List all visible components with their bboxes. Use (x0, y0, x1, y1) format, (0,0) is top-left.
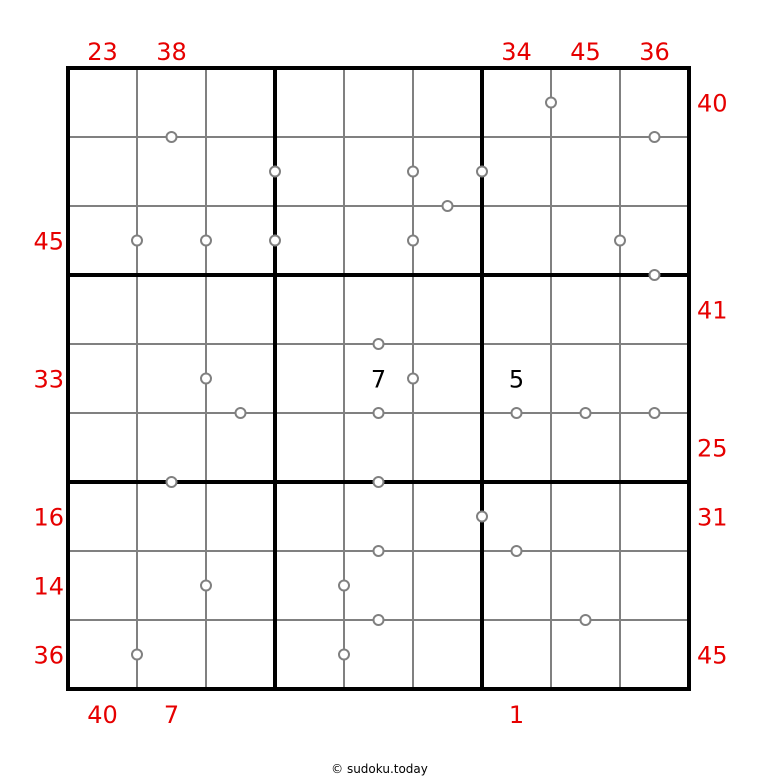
xv-dot (132, 236, 142, 246)
xv-dot (374, 477, 384, 487)
xv-dot (581, 408, 591, 418)
xv-dot (408, 236, 418, 246)
given-digit: 5 (508, 365, 525, 394)
clue-left: 36 (33, 641, 64, 670)
xv-dot (270, 167, 280, 177)
xv-dot (374, 546, 384, 556)
xv-dot (477, 512, 487, 522)
xv-dot (581, 615, 591, 625)
clue-right: 45 (697, 641, 728, 670)
xv-dot (339, 650, 349, 660)
clue-top: 36 (639, 38, 670, 66)
clue-left: 45 (33, 227, 64, 256)
clue-bottom: 7 (163, 701, 180, 729)
clue-bottom: 1 (508, 701, 525, 729)
given-digits (371, 366, 524, 394)
xv-dot (236, 408, 246, 418)
clue-bottom: 40 (87, 701, 118, 729)
xv-dots (132, 98, 660, 660)
xv-dot (374, 339, 384, 349)
xv-dot (512, 408, 522, 418)
clue-left: 33 (33, 365, 64, 394)
xv-dot (167, 477, 177, 487)
clue-left: 14 (33, 572, 64, 601)
clue-top: 34 (501, 38, 532, 66)
clue-right: 25 (697, 434, 728, 463)
clue-left: 16 (33, 503, 64, 532)
xv-dot (132, 650, 142, 660)
clue-right: 31 (697, 503, 728, 532)
xv-dot (167, 132, 177, 142)
clue-right: 40 (697, 89, 728, 118)
xv-dot (201, 374, 211, 384)
clue-right: 41 (697, 296, 728, 325)
xv-dot (408, 374, 418, 384)
xv-dot (443, 201, 453, 211)
xv-dot (201, 236, 211, 246)
xv-dot (408, 167, 418, 177)
xv-dot (270, 236, 280, 246)
clue-top: 38 (156, 38, 187, 66)
credit-text: © sudoku.today (331, 762, 428, 776)
xv-dot (615, 236, 625, 246)
xv-dot (650, 270, 660, 280)
xv-dot (477, 167, 487, 177)
xv-dot (374, 408, 384, 418)
xv-dot (374, 615, 384, 625)
xv-dot (512, 546, 522, 556)
xv-dot (546, 98, 556, 108)
xv-dot (650, 132, 660, 142)
xv-dot (650, 408, 660, 418)
clue-top: 23 (87, 38, 118, 66)
clue-top: 45 (570, 38, 601, 66)
xv-dot (201, 581, 211, 591)
xv-dot (339, 581, 349, 591)
given-digit: 7 (370, 365, 387, 394)
